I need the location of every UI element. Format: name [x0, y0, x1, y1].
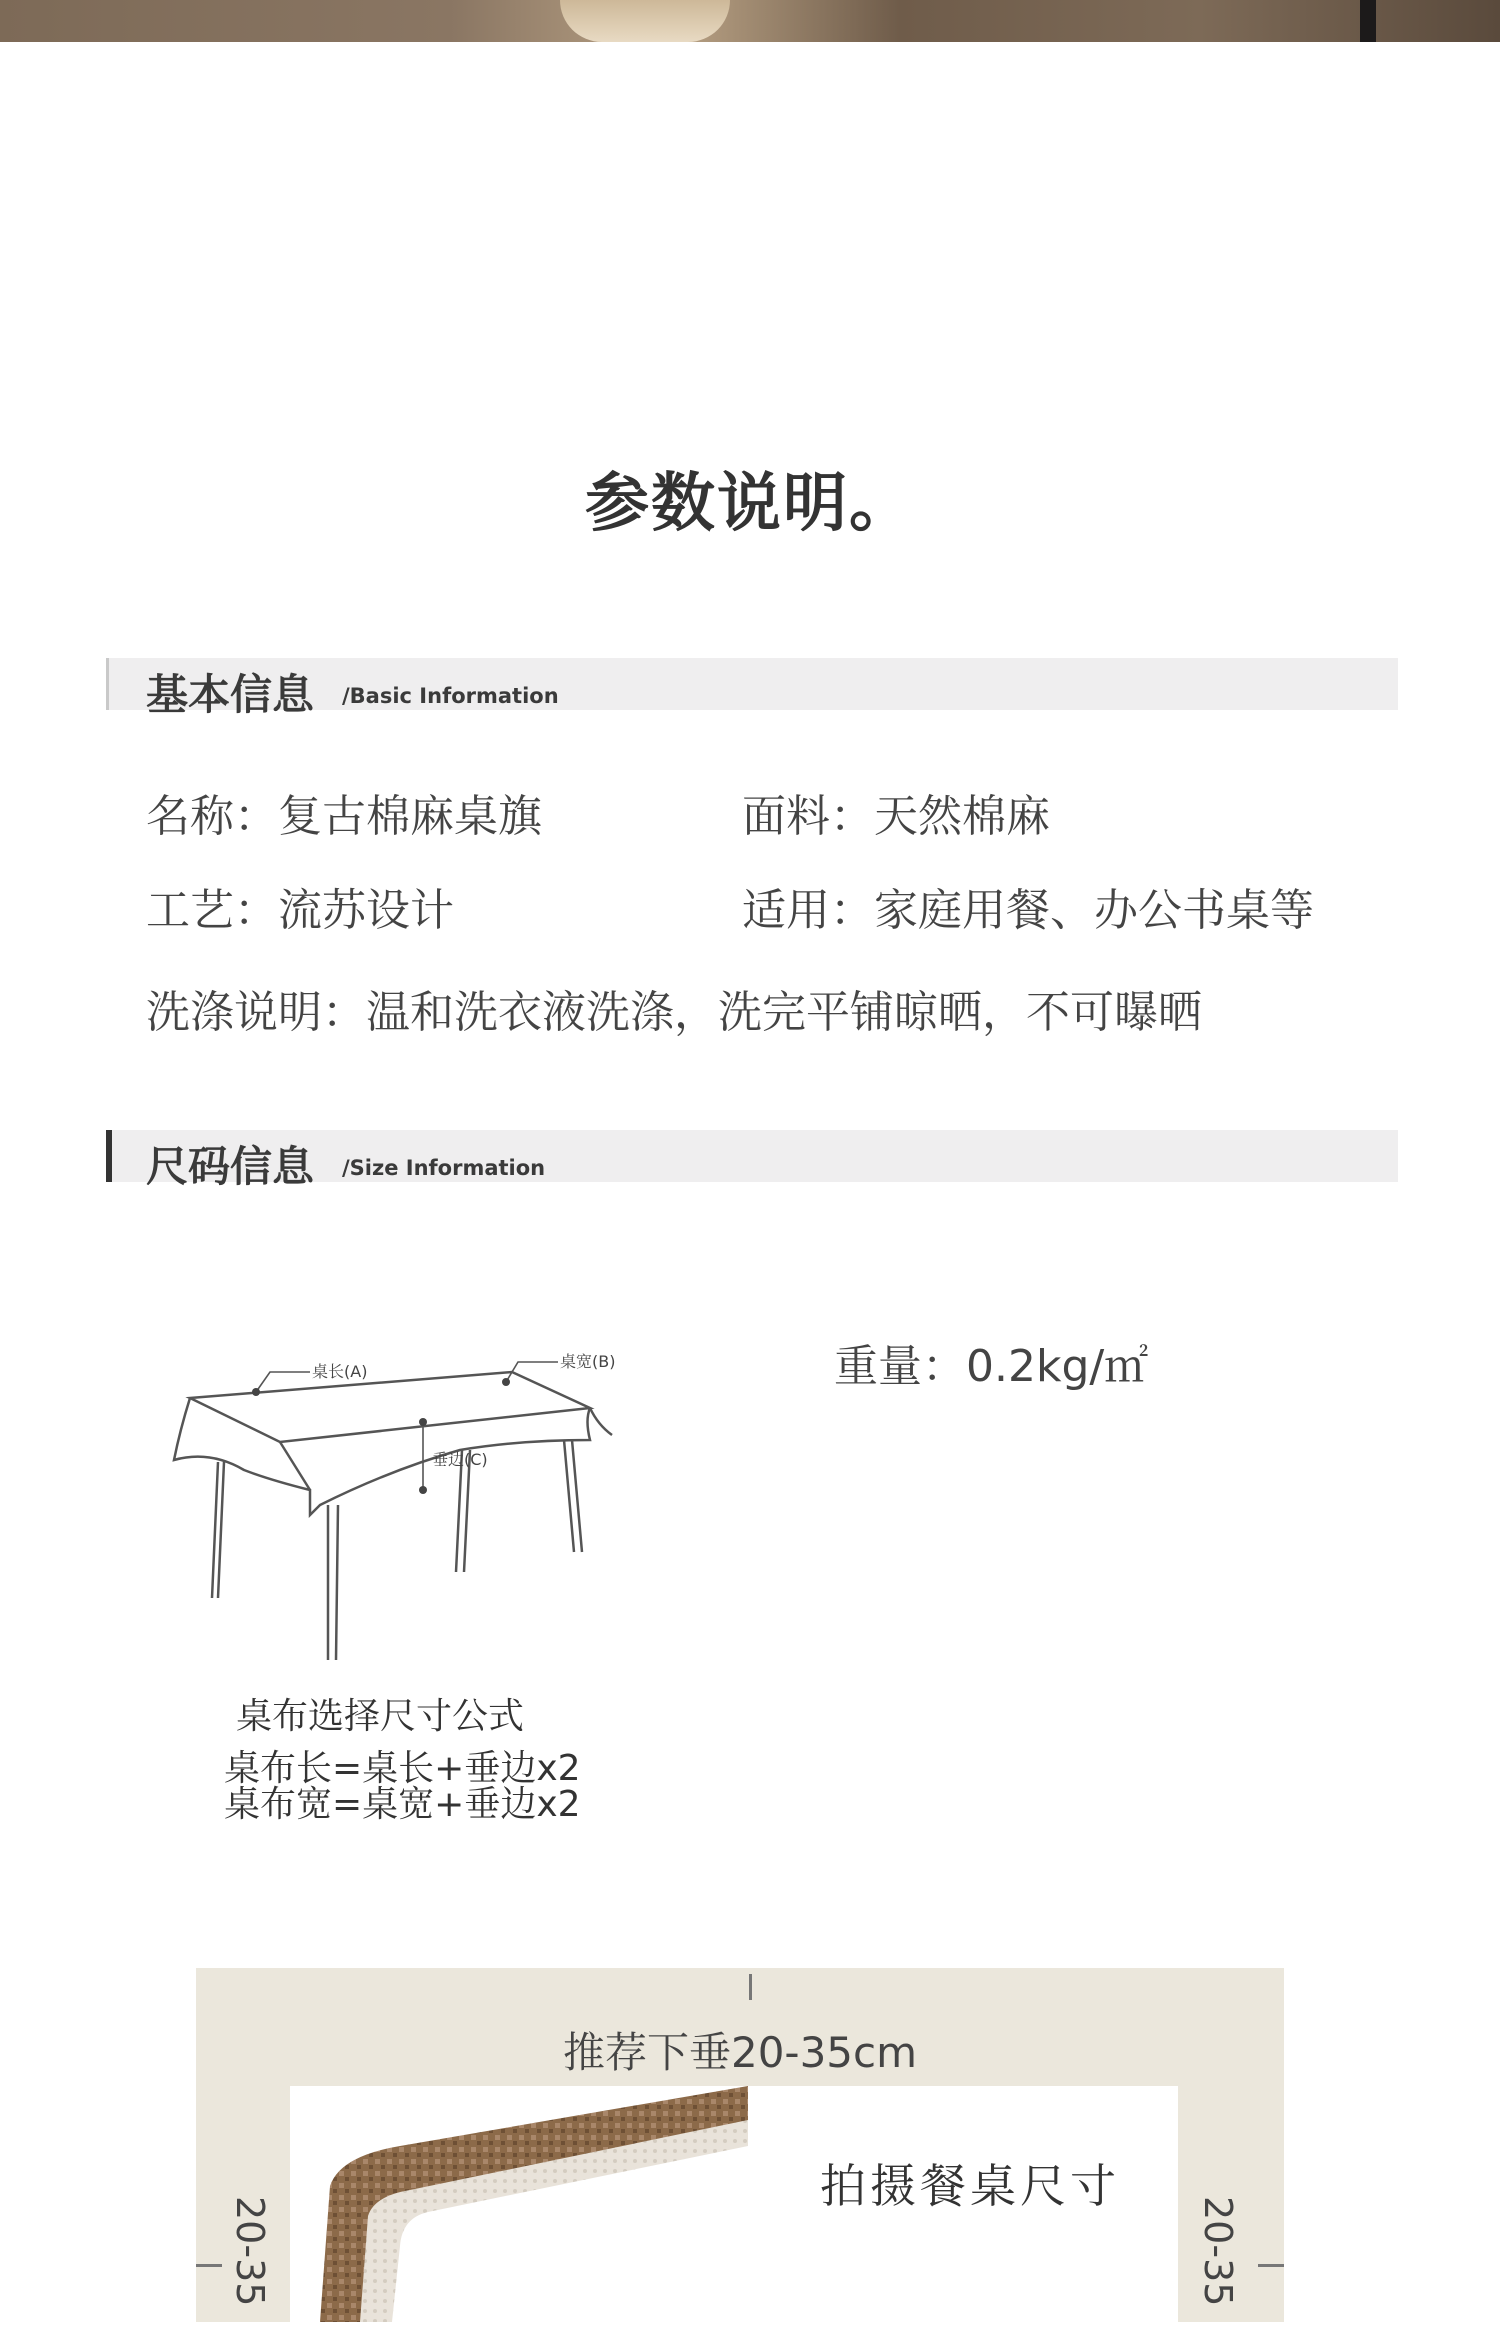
table-size-diagram	[160, 1300, 640, 1680]
label-table-width: 桌宽(B)	[560, 1352, 616, 1371]
product-craft: 工艺：流苏设计	[146, 885, 454, 936]
photo-table-size-caption: 拍摄餐桌尺寸	[820, 2159, 1120, 2213]
point-c-top-marker	[419, 1418, 427, 1426]
size-info-subtitle: /Size Information	[342, 1156, 546, 1180]
point-c-bottom-marker	[419, 1486, 427, 1494]
page-title: 参数说明。	[585, 467, 915, 541]
lamp-pole-image	[1360, 0, 1376, 42]
section-accent	[106, 1130, 112, 1182]
top-tick	[749, 1974, 752, 2000]
left-tick	[196, 2264, 222, 2267]
point-a-marker	[252, 1388, 260, 1396]
formula-title: 桌布选择尺寸公式	[236, 1696, 525, 1737]
product-name: 名称：复古棉麻桌旗	[146, 791, 542, 842]
right-drop-label: 20-35	[1196, 2196, 1240, 2307]
right-tick	[1258, 2264, 1284, 2267]
product-fabric: 面料：天然棉麻	[742, 791, 1050, 842]
washing-instructions: 洗涤说明：温和洗衣液洗涤，洗完平铺晾晒，不可曝晒	[146, 987, 1202, 1038]
product-usage: 适用：家庭用餐、办公书桌等	[742, 885, 1314, 936]
vase-image	[560, 0, 730, 42]
recommended-drop: 推荐下垂20-35cm	[562, 2028, 918, 2077]
size-info-header	[106, 1130, 1398, 1191]
basic-info-title: 基本信息	[146, 670, 315, 719]
label-table-length: 桌长(A)	[312, 1362, 368, 1381]
left-drop-label: 20-35	[228, 2196, 272, 2307]
basic-info-header	[106, 658, 1398, 719]
point-b-marker	[502, 1378, 510, 1386]
section-accent	[106, 658, 109, 710]
formula-length: 桌布长=桌长+垂边x2	[224, 1748, 581, 1789]
basic-info-subtitle: /Basic Information	[342, 684, 559, 708]
product-weight: 重量：0.2kg/㎡	[834, 1341, 1149, 1392]
product-photo-strip	[0, 0, 1500, 42]
runner-size-panel	[196, 1968, 1284, 2322]
size-info-title: 尺码信息	[146, 1142, 315, 1191]
formula-width: 桌布宽=桌宽+垂边x2	[224, 1784, 581, 1825]
label-drop: 垂边(C)	[432, 1450, 488, 1469]
